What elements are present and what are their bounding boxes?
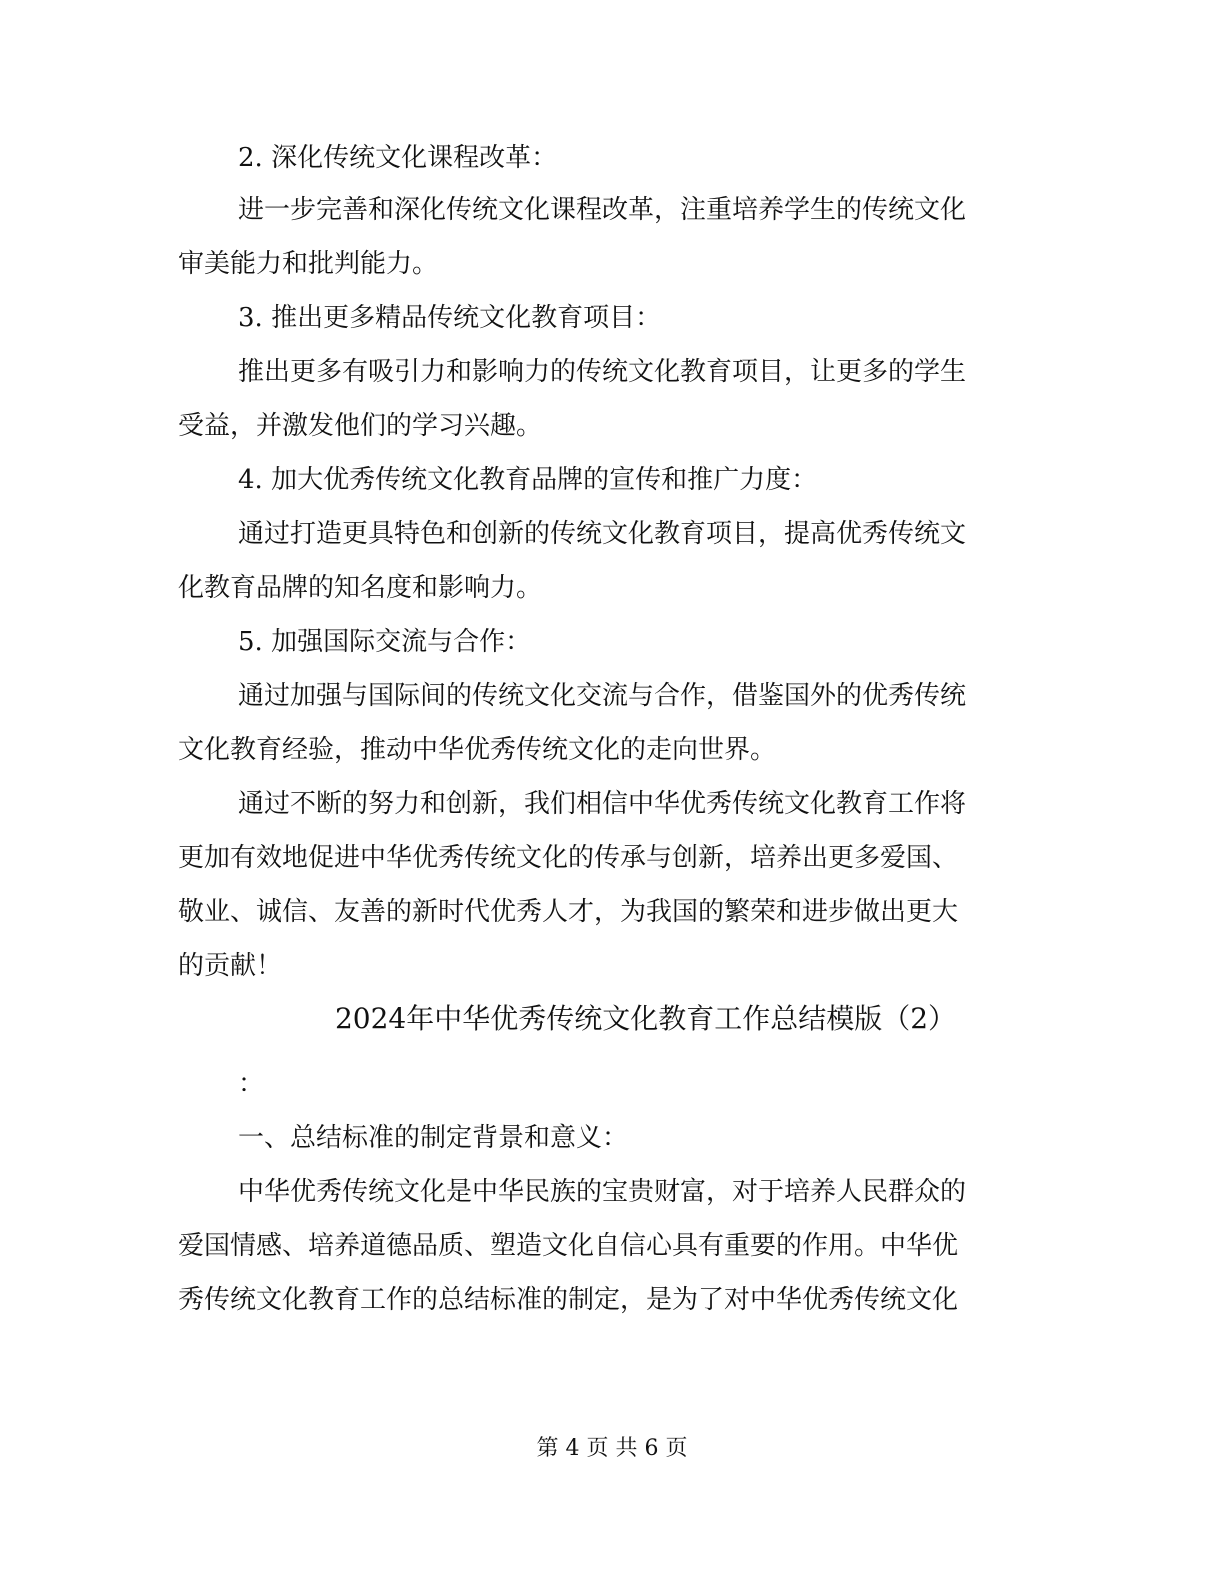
paragraph-line: 爱国情感、培养道德品质、塑造文化自信心具有重要的作用。中华优 <box>178 1231 959 1261</box>
paragraph-line: 更加有效地促进中华优秀传统文化的传承与创新，培养出更多爱国、 <box>178 843 959 873</box>
list-item-heading-5: 5. 加强国际交流与合作： <box>238 627 532 657</box>
paragraph-line: 受益，并激发他们的学习兴趣。 <box>178 411 543 441</box>
paragraph-line: 秀传统文化教育工作的总结标准的制定，是为了对中华优秀传统文化 <box>178 1285 959 1315</box>
paragraph-line: 通过不断的努力和创新，我们相信中华优秀传统文化教育工作将 <box>238 789 967 819</box>
paragraph-line: 化教育品牌的知名度和影响力。 <box>178 573 543 603</box>
list-item-heading-3: 3. 推出更多精品传统文化教育项目： <box>238 303 662 333</box>
paragraph-line: 通过加强与国际间的传统文化交流与合作，借鉴国外的优秀传统 <box>238 681 967 711</box>
list-item-heading-2: 2. 深化传统文化课程改革： <box>238 143 558 173</box>
paragraph-line: 审美能力和批判能力。 <box>178 249 439 279</box>
paragraph-line: ： <box>238 1069 265 1099</box>
paragraph-line: 文化教育经验，推动中华优秀传统文化的走向世界。 <box>178 735 777 765</box>
paragraph-line: 进一步完善和深化传统文化课程改革，注重培养学生的传统文化 <box>238 195 967 225</box>
paragraph-line: 通过打造更具特色和创新的传统文化教育项目，提高优秀传统文 <box>238 519 967 549</box>
paragraph-line: 的贡献！ <box>178 951 283 981</box>
section-title: 2024年中华优秀传统文化教育工作总结模版（2） <box>334 1002 957 1035</box>
paragraph-line: 敬业、诚信、友善的新时代优秀人才，为我国的繁荣和进步做出更大 <box>178 897 959 927</box>
page-footer: 第 4 页 共 6 页 <box>536 1436 688 1461</box>
paragraph-line: 推出更多有吸引力和影响力的传统文化教育项目，让更多的学生 <box>238 357 967 387</box>
paragraph-line: 中华优秀传统文化是中华民族的宝贵财富，对于培养人民群众的 <box>238 1177 967 1207</box>
subheading: 一、总结标准的制定背景和意义： <box>238 1123 629 1153</box>
list-item-heading-4: 4. 加大优秀传统文化教育品牌的宣传和推广力度： <box>238 465 818 495</box>
